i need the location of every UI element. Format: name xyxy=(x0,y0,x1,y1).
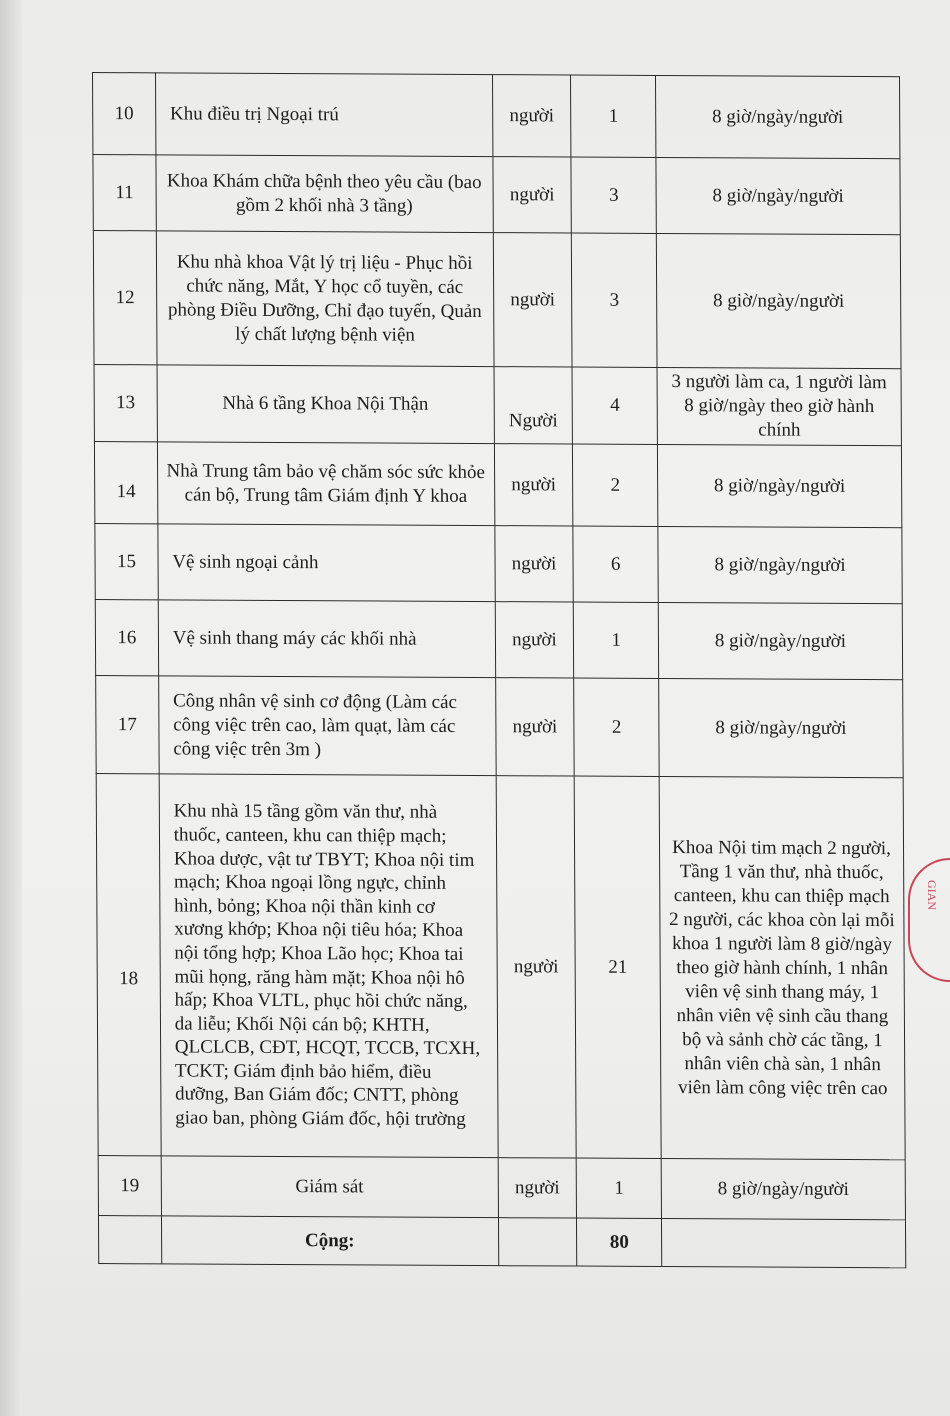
note-cell: 8 giờ/ngày/người xyxy=(661,1158,905,1219)
quantity-cell: 4 xyxy=(572,367,657,444)
unit-cell: người xyxy=(494,444,573,526)
quantity-cell: 3 xyxy=(572,233,657,367)
row-number: 19 xyxy=(98,1156,161,1216)
note-cell: 8 giờ/ngày/người xyxy=(659,678,904,777)
area-name: Nhà 6 tầng Khoa Nội Thận xyxy=(157,365,494,444)
total-note-cell xyxy=(661,1218,905,1267)
quantity-cell: 1 xyxy=(577,1158,662,1218)
note-cell: 3 người làm ca, 1 người làm 8 giờ/ngày theo giờ hành chính xyxy=(657,367,901,445)
area-name: Khoa Khám chữa bệnh theo yêu cầu (bao gồm 2 khối nhà 3 tầng) xyxy=(156,155,493,233)
table-row xyxy=(95,600,902,680)
area-name: Nhà Trung tâm bảo vệ chăm sóc sức khỏe cán bộ, Trung tâm Giám định Y khoa xyxy=(157,442,494,526)
row-number: 16 xyxy=(95,600,158,676)
area-name: Vệ sinh ngoại cảnh xyxy=(158,524,495,602)
table-row xyxy=(93,231,901,369)
table-row xyxy=(95,524,902,604)
note-cell: 8 giờ/ngày/người xyxy=(656,157,900,234)
row-number: 17 xyxy=(96,676,159,774)
note-cell: 8 giờ/ngày/người xyxy=(655,75,899,158)
table-row xyxy=(93,155,900,235)
total-unit-cell xyxy=(498,1218,577,1266)
area-name: Giám sát xyxy=(161,1156,498,1218)
unit-cell: người xyxy=(495,602,574,678)
note-cell: 8 giờ/ngày/người xyxy=(658,526,902,603)
stamp-text: GIAN xyxy=(925,880,939,910)
table-row xyxy=(98,1156,905,1220)
unit-cell: người xyxy=(493,233,573,367)
staffing-table xyxy=(92,72,906,1268)
table-row xyxy=(96,676,904,778)
quantity-cell: 2 xyxy=(574,678,659,776)
quantity-cell: 21 xyxy=(575,776,662,1158)
note-cell: 8 giờ/ngày/người xyxy=(657,444,901,527)
row-number: 11 xyxy=(93,155,156,231)
area-name: Khu nhà khoa Vật lý trị liệu - Phục hồi chức năng, Mắt, Y học cổ tuyền, các phòng Điều Dưỡng, Chỉ đạo tuyến, Quản lý chất lượng bệnh viện xyxy=(156,231,494,367)
area-name: Vệ sinh thang máy các khối nhà xyxy=(158,600,495,678)
unit-cell: Người xyxy=(494,367,573,444)
quantity-cell: 1 xyxy=(571,75,656,157)
total-label: Cộng: xyxy=(161,1216,498,1266)
total-number-cell xyxy=(98,1216,161,1264)
unit-cell: người xyxy=(498,1158,577,1218)
row-number: 10 xyxy=(93,73,156,155)
table-row xyxy=(94,365,901,446)
total-row xyxy=(98,1216,905,1268)
area-name: Công nhân vệ sinh cơ động (Làm các công việc trên cao, làm quạt, làm các công việc trên 3m ) xyxy=(158,676,495,776)
area-name: Khu điều trị Ngoại trú xyxy=(155,73,492,157)
quantity-cell: 2 xyxy=(573,444,658,526)
area-name: Khu nhà 15 tầng gồm văn thư, nhà thuốc, canteen, khu can thiệp mạch; Khoa dược, vật tư TBYT; Khoa nội tim mạch; Khoa ngoại lồng ngực, chỉnh hình, bỏng; Khoa nội thần kinh cơ xương khớp; Khoa nội tiêu hóa; Khoa nội tổng hợp; Khoa Lão học; Khoa tai mũi họng, răng hàm mặt; Khoa nội hô hấp; Khoa VLTL, phục hồi chức năng, da liễu; Khối Nội cán bộ; KHTH, QLCLCB, CĐT, HCQT, TCCB, TCXH, TCKT; Giám định bảo hiểm, điều dưỡng, Ban Giám đốc; CNTT, phòng giao ban, phòng Giám đốc, hội trường xyxy=(159,774,498,1158)
row-number: 15 xyxy=(95,524,158,600)
total-quantity: 80 xyxy=(577,1218,662,1266)
note-cell: 8 giờ/ngày/người xyxy=(656,233,901,368)
page-edge-shadow xyxy=(0,0,22,1416)
unit-cell: người xyxy=(492,75,571,157)
note-cell: 8 giờ/ngày/người xyxy=(658,602,902,679)
quantity-cell: 1 xyxy=(574,602,659,678)
unit-cell: người xyxy=(493,157,572,233)
quantity-cell: 3 xyxy=(571,157,656,233)
note-cell: Khoa Nội tim mạch 2 người, Tầng 1 văn thư, nhà thuốc, canteen, khu can thiệp mạch 2 người, các khoa còn lại mỗi khoa 1 người làm 8 giờ/ngày theo giờ hành chính, 1 nhân viên vệ sinh thang máy, 1 nhân viên vệ sinh cầu thang bộ và sảnh chờ các tầng, 1 nhân viên chà sàn, 1 nhân viên làm công việc trên cao xyxy=(659,776,905,1159)
red-seal-stamp xyxy=(908,858,950,982)
table-row xyxy=(94,442,901,528)
row-number: 13 xyxy=(94,365,157,442)
table-row xyxy=(96,774,905,1160)
unit-cell: người xyxy=(495,678,574,776)
unit-cell: người xyxy=(494,526,573,602)
row-number: 14 xyxy=(94,442,157,524)
table-row xyxy=(93,73,900,159)
quantity-cell: 6 xyxy=(573,526,658,602)
unit-cell: người xyxy=(496,776,577,1158)
row-number: 18 xyxy=(96,774,161,1156)
row-number: 12 xyxy=(93,231,156,365)
